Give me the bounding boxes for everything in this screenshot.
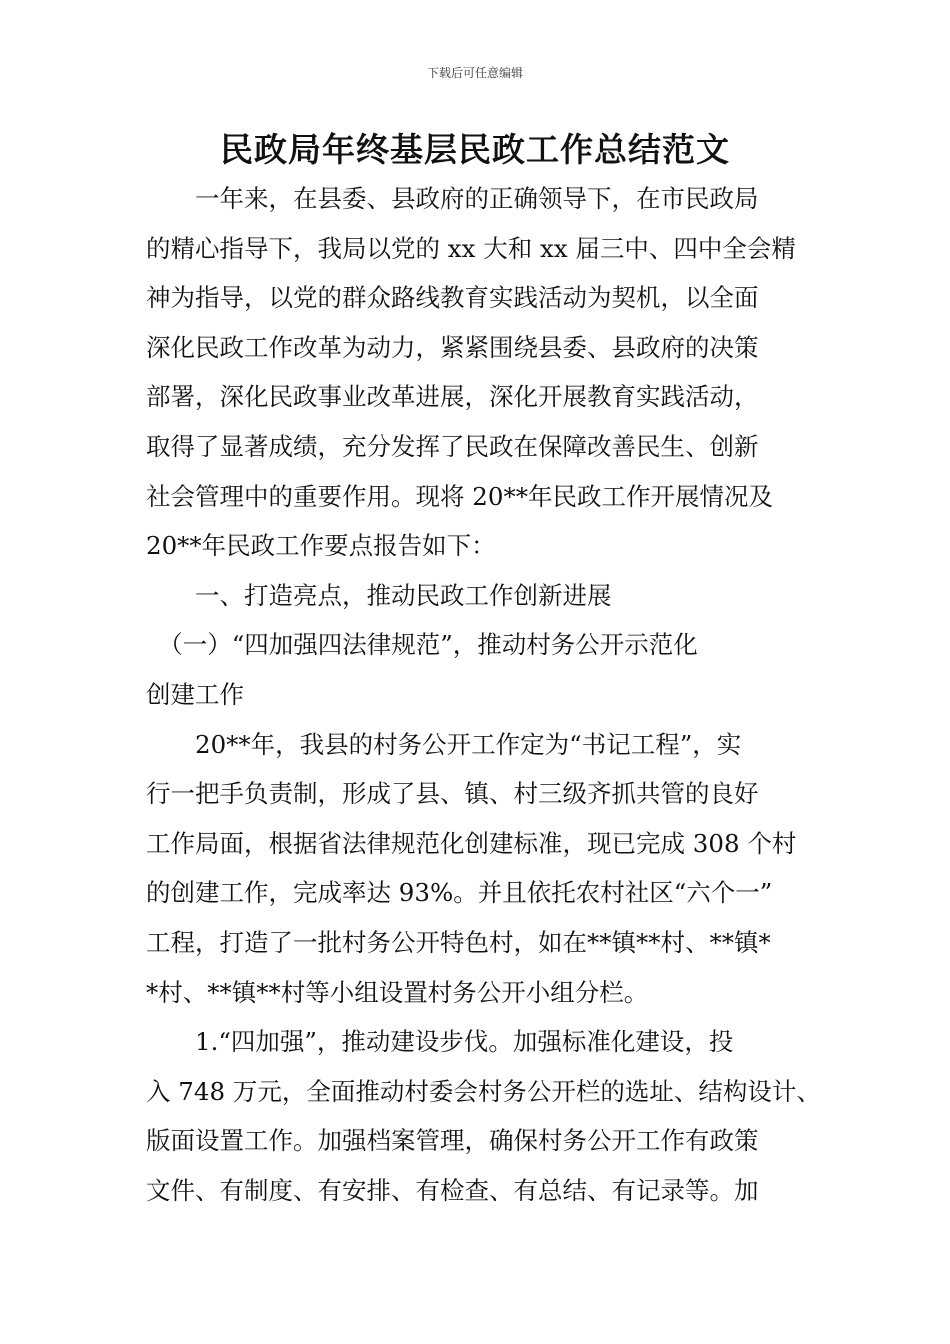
body-line: 社会管理中的重要作用。现将 20**年民政工作开展情况及 bbox=[146, 481, 773, 511]
body-line: 工程，打造了一批村务公开特色村，如在**镇**村、**镇* bbox=[146, 927, 771, 957]
document-body bbox=[146, 174, 822, 1215]
header-note: 下载后可任意编辑 bbox=[426, 66, 523, 80]
section-heading: 一、打造亮点，推动民政工作创新进展 bbox=[146, 580, 612, 610]
body-line: 神为指导，以党的群众路线教育实践活动为契机，以全面 bbox=[146, 283, 759, 313]
body-line: 的精心指导下，我局以党的 xx 大和 xx 届三中、四中全会精 bbox=[146, 233, 796, 263]
subsection-heading: （一）“四加强四法律规范”，推动村务公开示范化 bbox=[146, 630, 698, 660]
body-line: 工作局面，根据省法律规范化创建标准，现已完成 308 个村 bbox=[146, 828, 797, 858]
document-title: 民政局年终基层民政工作总结范文 bbox=[220, 130, 730, 169]
body-line: 版面设置工作。加强档案管理，确保村务公开工作有政策 bbox=[146, 1126, 759, 1156]
body-line: 文件、有制度、有安排、有检查、有总结、有记录等。加 bbox=[146, 1175, 759, 1205]
body-line: 取得了显著成绩，充分发挥了民政在保障改善民生、创新 bbox=[146, 431, 759, 461]
body-line: 入 748 万元，全面推动村委会村务公开栏的选址、结构设计、 bbox=[146, 1076, 821, 1106]
body-line: *村、**镇**村等小组设置村务公开小组分栏。 bbox=[146, 977, 649, 1007]
body-line: 一年来，在县委、县政府的正确领导下，在市民政局 bbox=[146, 184, 759, 213]
body-line: 行一把手负责制，形成了县、镇、村三级齐抓共管的良好 bbox=[146, 779, 759, 809]
body-line: 20**年，我县的村务公开工作定为“书记工程”，实 bbox=[146, 729, 742, 759]
body-line: 的创建工作，完成率达 93%。并且依托农村社区“六个一” bbox=[146, 878, 773, 908]
body-line: 20**年民政工作要点报告如下： bbox=[146, 531, 496, 561]
body-line: 1.“四加强”，推动建设步伐。加强标准化建设，投 bbox=[146, 1027, 734, 1057]
body-line: 深化民政工作改革为动力，紧紧围绕县委、县政府的决策 bbox=[146, 332, 759, 362]
body-line: 部署，深化民政事业改革进展，深化开展教育实践活动， bbox=[146, 382, 759, 412]
subsection-heading: 创建工作 bbox=[146, 679, 244, 709]
